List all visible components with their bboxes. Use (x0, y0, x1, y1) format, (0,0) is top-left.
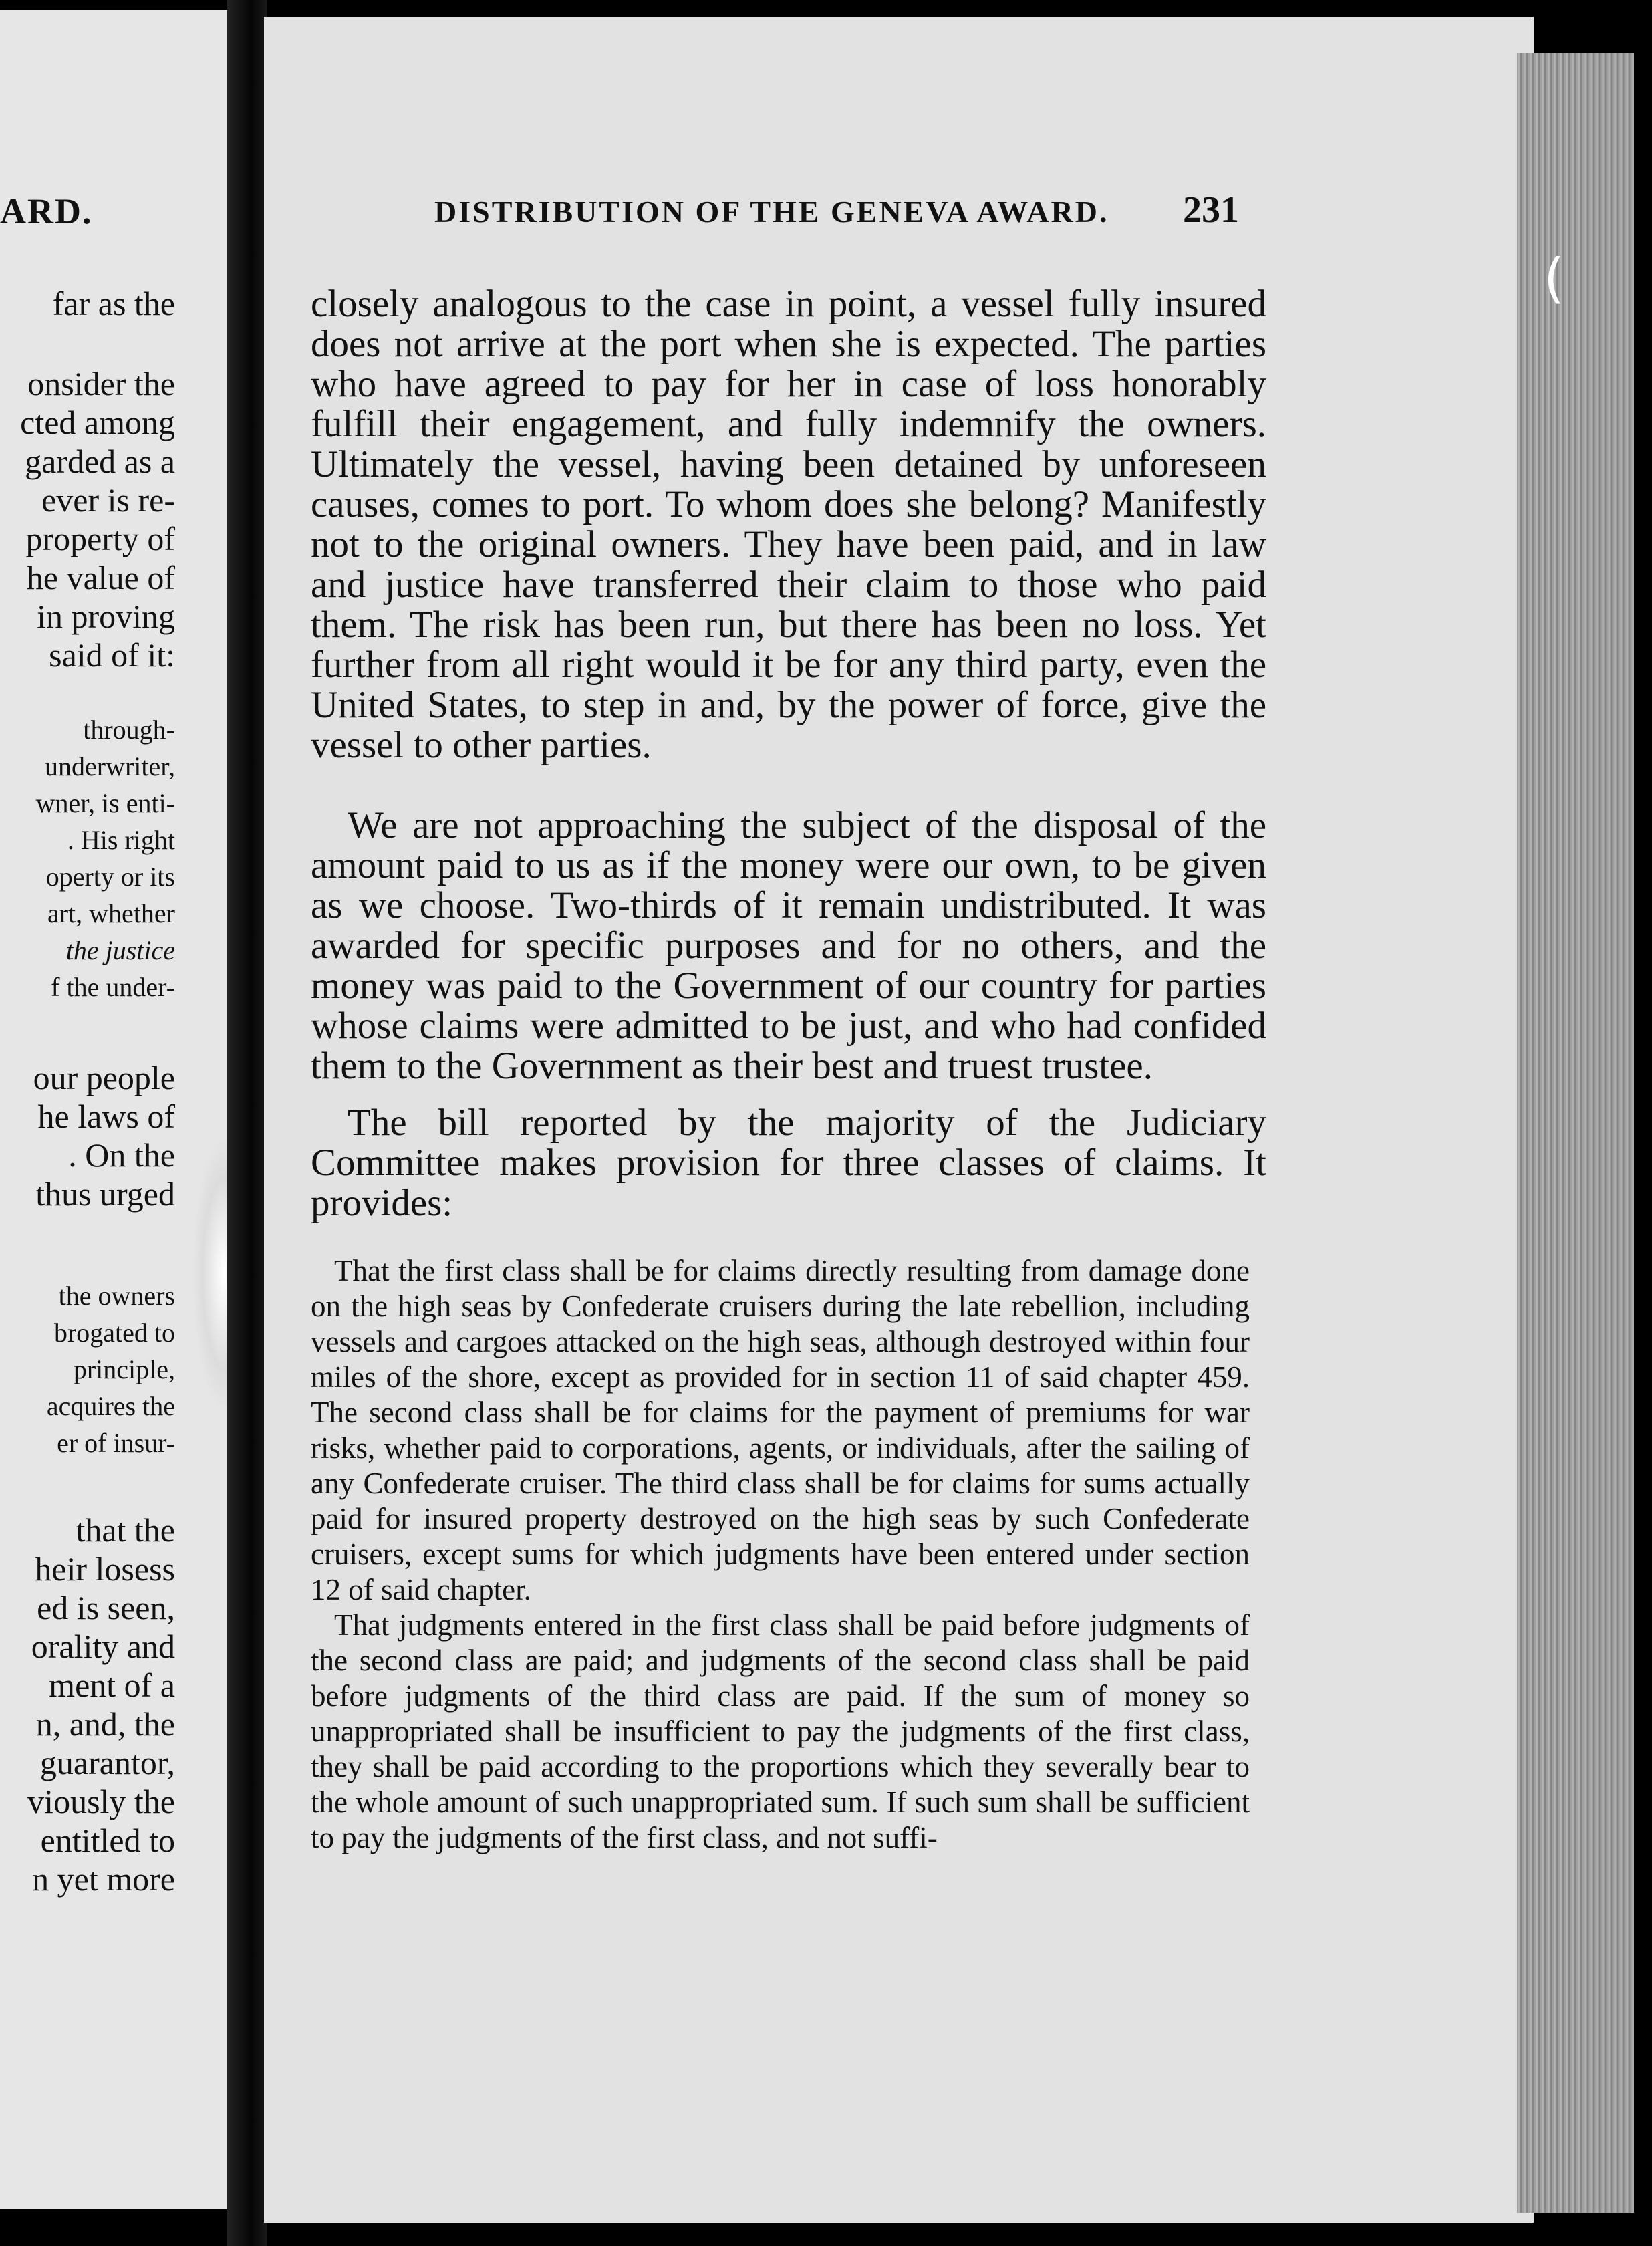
book-gutter (227, 0, 267, 2246)
left-line: in proving (37, 598, 175, 635)
running-header: DISTRIBUTION OF THE GENEVA AWARD. (434, 195, 1109, 229)
left-line: ment of a (49, 1666, 175, 1704)
left-line: acquires the (46, 1391, 175, 1421)
left-line: far as the (52, 285, 175, 322)
main-text (311, 805, 1266, 1086)
page-number: 231 (1183, 189, 1239, 231)
left-line: he laws of (37, 1098, 175, 1135)
left-line: principle, (73, 1354, 175, 1384)
left-line: through- (83, 715, 175, 745)
left-line: n, and, the (35, 1705, 175, 1743)
left-line: entitled to (40, 1822, 175, 1859)
main-text (311, 284, 1266, 765)
left-line: the owners (58, 1281, 175, 1311)
left-line: thus urged (35, 1175, 175, 1213)
left-line: art, whether (47, 898, 175, 928)
left-line: n yet more (32, 1860, 175, 1898)
left-line: ever is re- (41, 481, 175, 519)
quote-paragraph: That judgments entered in the first class shall be paid before judgments of the second class are paid; and judgments of the second class shall be paid before judgments of the third class are paid. If the sum of money so unappropriated shall be insufficient to pay the judgments of the first class, they shall be paid according to the proportions which they severally bear to the whole amount of such unappropriated sum. If such sum shall be sufficient to pay the judgments of the first class, and not suffi- (311, 1608, 1250, 1854)
quoted-provision (311, 1253, 1250, 1856)
left-line: said of it: (49, 636, 175, 674)
left-line: underwriter, (45, 751, 175, 781)
edge-mark: ( (1544, 247, 1565, 309)
main-text (311, 1103, 1266, 1223)
left-line: f the under- (51, 972, 175, 1002)
left-line: orality and (31, 1628, 175, 1665)
page-tear (194, 1140, 227, 1407)
left-line: cted among (20, 404, 175, 441)
paragraph: The bill reported by the majority of the Judiciary Committee makes provision for three classes of claims. It provides: (311, 1102, 1266, 1224)
paragraph: We are not approaching the subject of the disposal of the amount paid to us as if the money were our own, to be given as we choose. Two-thirds of it remain undistributed. It was awarded for specific purposes and for no others, and the money was paid to the Government of our country for parties whose claims were admitted to be just, and who had confided them to the Government as their best and truest trustee. (311, 804, 1266, 1087)
left-line: onsider the (27, 365, 175, 402)
left-line: operty or its (45, 862, 175, 892)
paragraph: closely analogous to the case in point, a vessel fully insured does not arrive at the port when she is expected. The parties who have agreed to pay for her in case of loss honorably fulfill their engagement, and fully indemnify the owners. Ultimately the vessel, having been detained by unforeseen causes, comes to port. To whom does she belong? Manifestly not to the original owners. They have been paid, and in law and justice have transferred their claim to those who paid them. The risk has been run, but there has been no loss. Yet further from all right would it be for any third party, even the United States, to step in and, by the power of force, give the vessel to other parties. (311, 283, 1266, 766)
left-line: wner, is enti- (35, 788, 175, 818)
left-line: the justice (65, 935, 175, 965)
left-line: viously the (27, 1783, 175, 1820)
left-line: brogated to (53, 1318, 175, 1348)
quote-paragraph: That the first class shall be for claims directly resulting from damage done on the high seas by Confederate cruisers during the late rebellion, including vessels and cargoes attacked on the high seas, although destroyed within four miles of the shore, except as provided for in section 11 of said chapter 459. The second class shall be for claims for the payment of premiums for war risks, whether paid to corporations, agents, or individuals, after the sailing of any Confederate cruiser. The third class shall be for claims for sums actually paid for insured property destroyed on the high seas by such Confederate cruisers, except sums for which judgments have been entered under section 12 of said chapter. (311, 1254, 1250, 1606)
left-line: er of insur- (57, 1428, 175, 1458)
left-line: garded as a (25, 443, 175, 480)
left-line: that the (76, 1511, 175, 1549)
left-line: . His right (67, 825, 175, 855)
left-line: ed is seen, (37, 1589, 175, 1626)
left-line: he value of (26, 559, 175, 596)
left-line: our people (33, 1059, 175, 1096)
page-edges (1517, 53, 1634, 2213)
left-line: . On the (68, 1136, 175, 1174)
left-line: heir losess (35, 1550, 175, 1588)
left-line: property of (25, 520, 175, 557)
left-page-header: ARD. (0, 191, 93, 231)
left-line: guarantor, (39, 1744, 175, 1781)
left-page-fragment (0, 10, 227, 2209)
